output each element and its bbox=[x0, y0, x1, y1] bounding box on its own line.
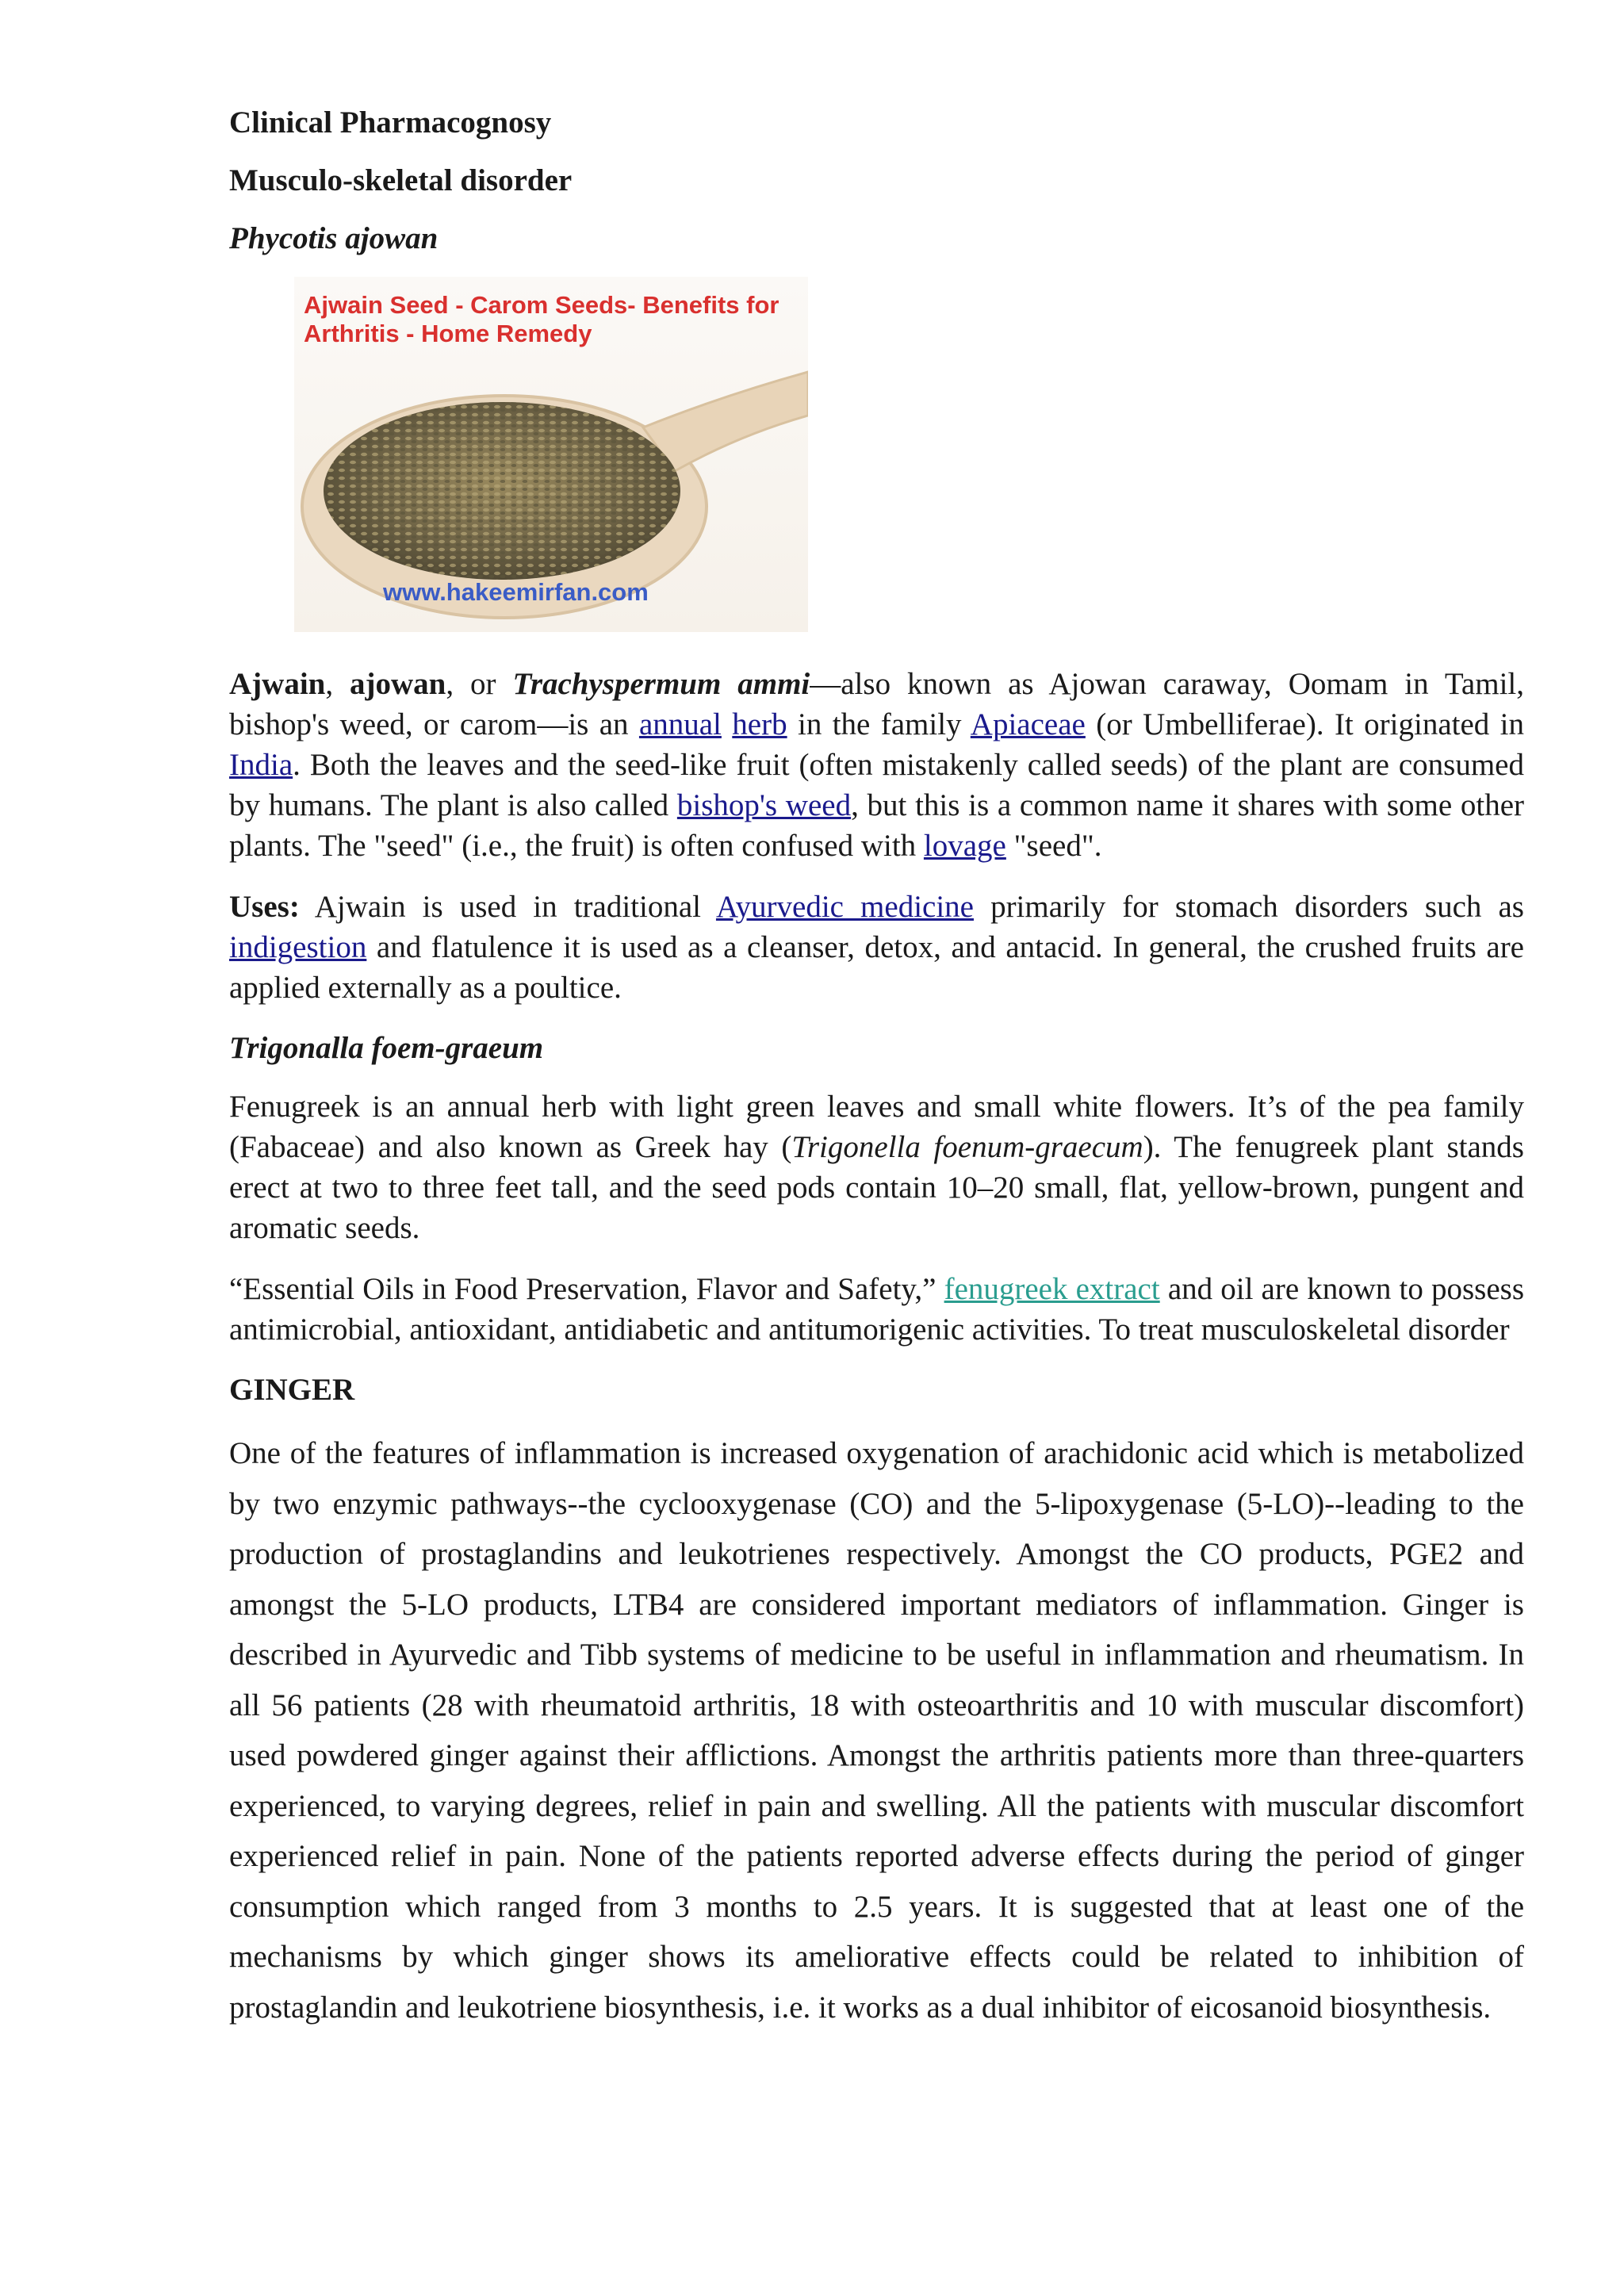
link-lovage[interactable]: lovage bbox=[923, 829, 1006, 863]
text-fragment: Ajwain is used in traditional bbox=[299, 890, 716, 924]
link-indigestion[interactable]: indigestion bbox=[229, 930, 367, 964]
link-india[interactable]: India bbox=[229, 748, 293, 782]
document-content bbox=[229, 103, 1524, 2053]
ginger-paragraph: One of the features of inflammation is increased oxygenation of arachidonic acid which is metabolized by two enzymic pathways--the cyclooxygenase (CO) and the 5-lipoxygenase (5-LO)--leading to the production of prostaglandins and leukotrienes respectively. Amongst the CO products, PGE2 and amongst the 5-LO products, LTB4 are considered important mediators of inflammation. Ginger is described in Ayurvedic and Tibb systems of medicine to be useful in inflammation and rheumatism. In all 56 patients (28 with rheumatoid arthritis, 18 with osteoarthritis and 10 with muscular discomfort) used powdered ginger against their afflictions. Amongst the arthritis patients more than three-quarters experienced, to varying degrees, relief in pain and swelling. All the patients with muscular discomfort experienced relief in pain. None of the patients reported adverse effects during the period of ginger consumption which ranged from 3 months to 2.5 years. It is suggested that at least one of the mechanisms by which ginger shows its ameliorative effects could be related to inhibition of prostaglandin and leukotriene biosynthesis, i.e. it works as a dual inhibitor of eicosanoid biosynthesis. bbox=[229, 1436, 1524, 2025]
text-fragment: , but this is a common name it shares with some other plants. The "seed" (i.e., the fruit) is often confused with bbox=[229, 788, 1524, 863]
document-title: Clinical Pharmacognosy bbox=[229, 105, 552, 140]
link-annual[interactable]: annual bbox=[638, 707, 722, 741]
text-fragment: (or Umbelliferae). It originated in bbox=[1085, 707, 1524, 741]
section-heading-ginger: GINGER bbox=[229, 1373, 355, 1407]
text-ajwain: Ajwain bbox=[229, 667, 326, 701]
text-fragment: Fenugreek is an annual herb with light green leaves and small white flowers. It’s of the pea family (Fabaceae) and also known as Greek hay ( bbox=[229, 1090, 1524, 1164]
image-caption-line2: Arthritis - Home Remedy bbox=[304, 320, 592, 347]
text-fragment: . Both the leaves and the seed-like fruit (often mistakenly called seeds) of the plant are consumed by humans. The plant is also called bbox=[229, 748, 1524, 822]
fenugreek-paragraph bbox=[229, 1086, 1524, 1248]
link-bishops-weed[interactable]: bishop's weed bbox=[676, 788, 852, 822]
text-fragment: ). The fenugreek plant stands erect at two to three feet tall, and the seed pods contain 10–20 small, flat, yellow-brown, pungent and aromatic seeds. bbox=[229, 1130, 1524, 1245]
text-fragment: primarily for stomach disorders such as bbox=[973, 890, 1524, 924]
text-trachyspermum: Trachyspermum ammi bbox=[512, 667, 810, 701]
ajwain-paragraph bbox=[229, 664, 1524, 866]
text-fragment: "seed". bbox=[1005, 829, 1102, 863]
text-fragment bbox=[722, 707, 732, 741]
uses-paragraph bbox=[229, 887, 1524, 1008]
section-heading-ajowan: Phycotis ajowan bbox=[229, 221, 439, 255]
text-ajowan: ajowan bbox=[350, 667, 446, 701]
text-fragment: “Essential Oils in Food Preservation, Flavor and Safety,” bbox=[229, 1272, 944, 1306]
text-trigonella-latin: Trigonella foenum-graecum bbox=[791, 1130, 1143, 1164]
link-fenugreek-extract[interactable]: fenugreek extract bbox=[944, 1272, 1160, 1306]
text-fragment: and flatulence it is used as a cleanser, detox, and antacid. In general, the crushed fruits are applied externally as a poultice. bbox=[229, 930, 1524, 1005]
text-fragment: in the family bbox=[787, 707, 971, 741]
uses-label: Uses: bbox=[229, 890, 300, 924]
text-fragment: , or bbox=[446, 667, 513, 701]
image-watermark-url: www.hakeemirfan.com bbox=[383, 578, 649, 606]
document-subtitle: Musculo-skeletal disorder bbox=[229, 163, 573, 197]
link-herb[interactable]: herb bbox=[732, 707, 787, 741]
ajwain-seed-image bbox=[294, 277, 808, 632]
link-ayurvedic-medicine[interactable]: Ayurvedic medicine bbox=[715, 890, 974, 924]
image-caption-line1: Ajwain Seed - Carom Seeds- Benefits for bbox=[304, 291, 779, 319]
essential-oils-paragraph bbox=[229, 1269, 1524, 1350]
text-fragment: , bbox=[325, 667, 350, 701]
section-heading-fenugreek: Trigonalla foem-graeum bbox=[229, 1031, 544, 1065]
link-apiaceae[interactable]: Apiaceae bbox=[970, 707, 1086, 741]
text-fragment: and oil are known to possess antimicrobial, antioxidant, antidiabetic and antitumorigenic activities. To treat musculoskeletal disorder bbox=[229, 1272, 1525, 1347]
text-fragment: —also known as Ajowan caraway, Oomam in Tamil, bishop's weed, or carom—is an bbox=[229, 667, 1524, 741]
